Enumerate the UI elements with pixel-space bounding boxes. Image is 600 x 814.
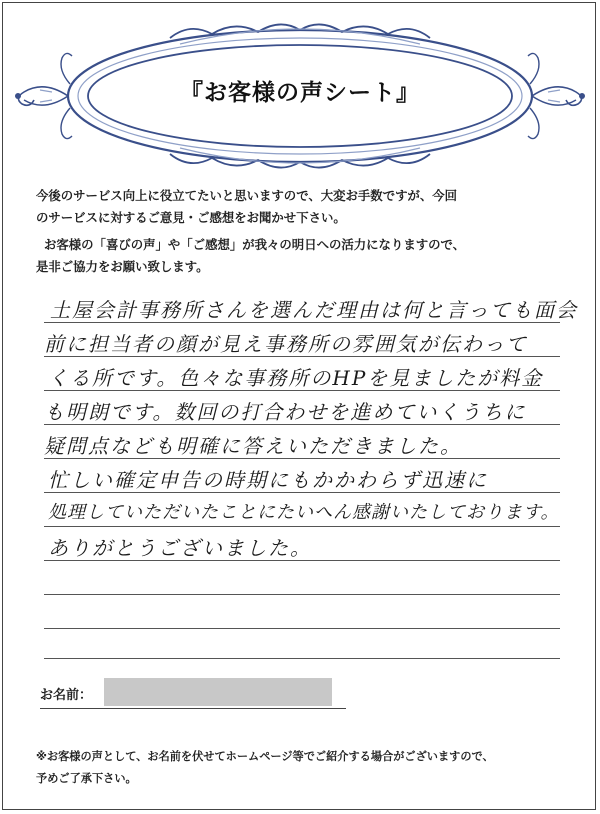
handwritten-line: 処理していただいたことにたいへん感謝いたしております。 [48,502,560,523]
name-underline [40,708,346,709]
handwritten-line: 前に担当者の顔が見え事務所の雰囲気が伝わって [44,332,528,356]
name-label: お名前： [40,688,93,703]
handwritten-line: 疑問点なども明確に答えいただきました。 [44,434,462,458]
intro-line-4: 是非ご協力をお願い致します。 [36,259,209,274]
intro-line-3: お客様の「喜びの声」や「ご感想」が我々の明日への活力になりますので、 [44,237,466,252]
writing-rule [44,526,560,527]
name-redaction-box [104,678,332,706]
handwritten-line: も明朗です。数回の打合わせを進めていくうちに [44,400,527,424]
footnote-line-2: 予めご了承下さい。 [36,772,137,785]
handwritten-line: ありがとうございました。 [48,536,312,560]
writing-rule [44,594,560,595]
handwritten-line: 忙しい確定申告の時期にもかかわらず迅速に [48,468,488,492]
footnote-line-1: ※お客様の声として、お名前を伏せてホームページ等でご紹介する場合がございますので、 [36,750,494,763]
handwritten-line: 土屋会計事務所さんを選んだ理由は何と言っても面会 [50,298,578,322]
handwritten-line: くる所です。色々な事務所のHPを見ましたが料金 [48,366,544,390]
writing-rule [44,658,560,659]
writing-rule [44,628,560,629]
intro-line-2: のサービスに対するご意見・ご感想をお聞かせ下さい。 [36,210,346,225]
intro-line-1: 今後のサービス向上に役立てたいと思いますので、大変お手数ですが、今回 [36,188,458,203]
page-title: 『お客様の声シート』 [180,80,420,106]
